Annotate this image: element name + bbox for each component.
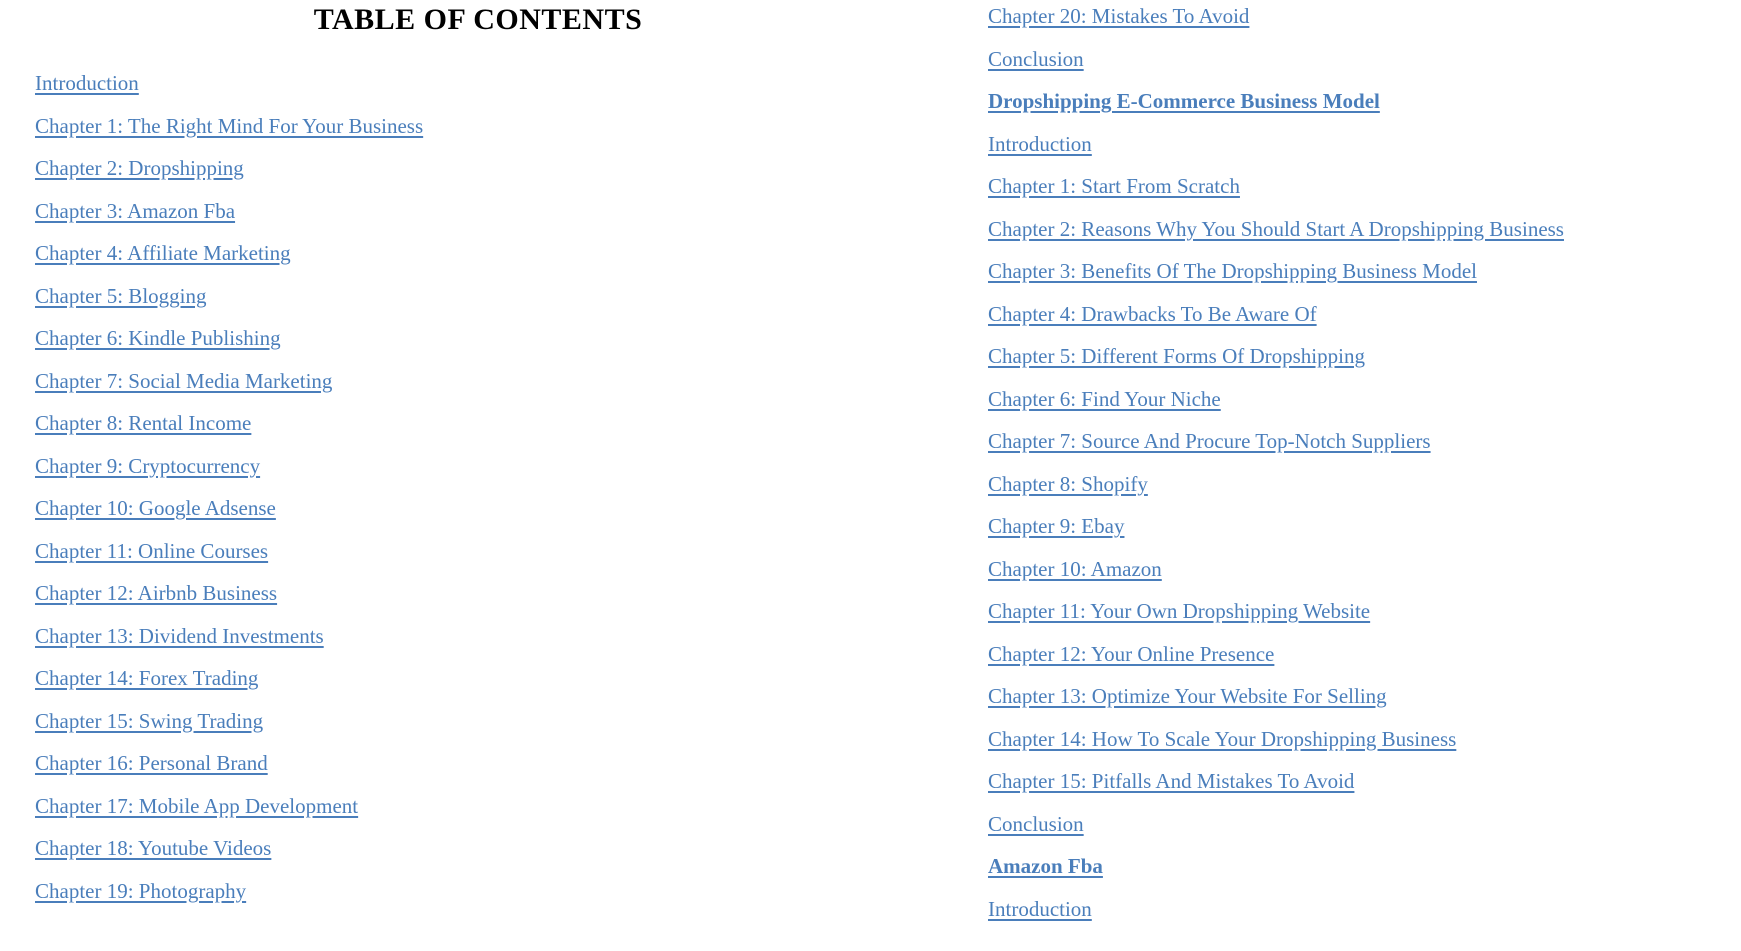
toc-link[interactable]: Chapter 1: The Right Mind For Your Business bbox=[35, 113, 424, 138]
toc-link[interactable]: Conclusion bbox=[988, 811, 1084, 836]
toc-item bbox=[988, 845, 1564, 888]
toc-item bbox=[35, 317, 423, 360]
toc-link[interactable]: Chapter 5: Blogging bbox=[35, 283, 207, 308]
toc-item bbox=[988, 293, 1564, 336]
toc-link[interactable]: Chapter 9: Cryptocurrency bbox=[35, 453, 261, 478]
toc-item bbox=[35, 615, 423, 658]
toc-link[interactable]: Chapter 2: Dropshipping bbox=[35, 156, 244, 180]
toc-item bbox=[35, 785, 423, 828]
toc-link[interactable]: Chapter 15: Pitfalls And Mistakes To Avoid bbox=[988, 769, 1355, 793]
toc-section-heading-link[interactable]: Amazon Fba bbox=[988, 854, 1103, 878]
toc-link[interactable]: Chapter 10: Amazon bbox=[988, 556, 1162, 581]
toc-link[interactable]: Conclusion bbox=[988, 46, 1084, 71]
toc-link[interactable]: Chapter 17: Mobile App Development bbox=[35, 793, 359, 818]
toc-item bbox=[35, 62, 423, 105]
toc-item bbox=[988, 760, 1564, 803]
toc-item bbox=[35, 700, 423, 743]
toc-link[interactable]: Chapter 15: Swing Trading bbox=[35, 708, 264, 733]
toc-link[interactable]: Chapter 10: Google Adsense bbox=[35, 496, 276, 520]
toc-item bbox=[988, 208, 1564, 251]
toc-item bbox=[988, 123, 1564, 166]
toc-link[interactable]: Chapter 12: Your Online Presence bbox=[988, 641, 1275, 666]
toc-item bbox=[988, 420, 1564, 463]
toc-item bbox=[988, 250, 1564, 293]
toc-link[interactable]: Chapter 13: Dividend Investments bbox=[35, 623, 324, 648]
toc-item bbox=[988, 335, 1564, 378]
toc-item bbox=[35, 530, 423, 573]
toc-item bbox=[35, 232, 423, 275]
toc-link[interactable]: Chapter 18: Youtube Videos bbox=[35, 836, 272, 860]
toc-item bbox=[988, 888, 1564, 931]
toc-link[interactable]: Chapter 2: Reasons Why You Should Start A Dropshipping Business bbox=[988, 216, 1564, 241]
toc-link[interactable]: Chapter 14: Forex Trading bbox=[35, 666, 259, 690]
toc-section-heading-link[interactable]: Dropshipping E-Commerce Business Model bbox=[988, 89, 1380, 113]
toc-right-column bbox=[988, 0, 1564, 930]
toc-link[interactable]: Chapter 19: Photography bbox=[35, 878, 247, 903]
toc-item bbox=[35, 360, 423, 403]
toc-item bbox=[988, 633, 1564, 676]
toc-link[interactable]: Chapter 6: Find Your Niche bbox=[988, 386, 1221, 411]
toc-item bbox=[35, 870, 423, 913]
toc-link[interactable]: Introduction bbox=[35, 71, 139, 95]
toc-link[interactable]: Introduction bbox=[988, 896, 1092, 921]
toc-link[interactable]: Chapter 3: Amazon Fba bbox=[35, 198, 236, 223]
toc-link[interactable]: Introduction bbox=[988, 131, 1092, 156]
toc-link[interactable]: Chapter 12: Airbnb Business bbox=[35, 581, 278, 605]
toc-link[interactable]: Chapter 14: How To Scale Your Dropshipping Business bbox=[988, 726, 1457, 751]
toc-item bbox=[988, 80, 1564, 123]
toc-item bbox=[35, 487, 423, 530]
toc-link[interactable]: Chapter 1: Start From Scratch bbox=[988, 174, 1240, 198]
toc-left-column bbox=[35, 62, 423, 912]
toc-item bbox=[35, 742, 423, 785]
toc-link[interactable]: Chapter 4: Drawbacks To Be Aware Of bbox=[988, 301, 1317, 326]
toc-link[interactable]: Chapter 9: Ebay bbox=[988, 514, 1125, 538]
toc-item bbox=[35, 445, 423, 488]
toc-item bbox=[35, 572, 423, 615]
toc-link[interactable]: Chapter 3: Benefits Of The Dropshipping Business Model bbox=[988, 259, 1477, 283]
toc-link[interactable]: Chapter 5: Different Forms Of Dropshipping bbox=[988, 344, 1365, 368]
toc-link[interactable]: Chapter 4: Affiliate Marketing bbox=[35, 241, 291, 265]
toc-link[interactable]: Chapter 20: Mistakes To Avoid bbox=[988, 4, 1250, 28]
toc-item bbox=[35, 275, 423, 318]
toc-item bbox=[988, 590, 1564, 633]
toc-item bbox=[988, 165, 1564, 208]
toc-item bbox=[988, 718, 1564, 761]
toc-item bbox=[988, 675, 1564, 718]
toc-item bbox=[35, 147, 423, 190]
toc-item bbox=[35, 402, 423, 445]
toc-item bbox=[988, 803, 1564, 846]
toc-link[interactable]: Chapter 7: Social Media Marketing bbox=[35, 368, 333, 393]
toc-item bbox=[988, 378, 1564, 421]
toc-item bbox=[988, 505, 1564, 548]
toc-item bbox=[988, 0, 1564, 38]
toc-link[interactable]: Chapter 6: Kindle Publishing bbox=[35, 326, 281, 350]
toc-item bbox=[988, 548, 1564, 591]
toc-link[interactable]: Chapter 11: Your Own Dropshipping Website bbox=[988, 599, 1371, 623]
toc-item bbox=[35, 827, 423, 870]
toc-item bbox=[35, 190, 423, 233]
toc-page-title: TABLE OF CONTENTS bbox=[313, 3, 643, 36]
toc-link[interactable]: Chapter 8: Rental Income bbox=[35, 411, 252, 435]
toc-link[interactable]: Chapter 8: Shopify bbox=[988, 471, 1148, 496]
toc-item bbox=[988, 463, 1564, 506]
toc-link[interactable]: Chapter 13: Optimize Your Website For Selling bbox=[988, 684, 1387, 708]
toc-item bbox=[35, 105, 423, 148]
toc-link[interactable]: Chapter 7: Source And Procure Top-Notch Suppliers bbox=[988, 429, 1431, 453]
toc-item bbox=[35, 657, 423, 700]
toc-link[interactable]: Chapter 11: Online Courses bbox=[35, 538, 269, 563]
toc-link[interactable]: Chapter 16: Personal Brand bbox=[35, 751, 268, 775]
toc-item bbox=[988, 38, 1564, 81]
